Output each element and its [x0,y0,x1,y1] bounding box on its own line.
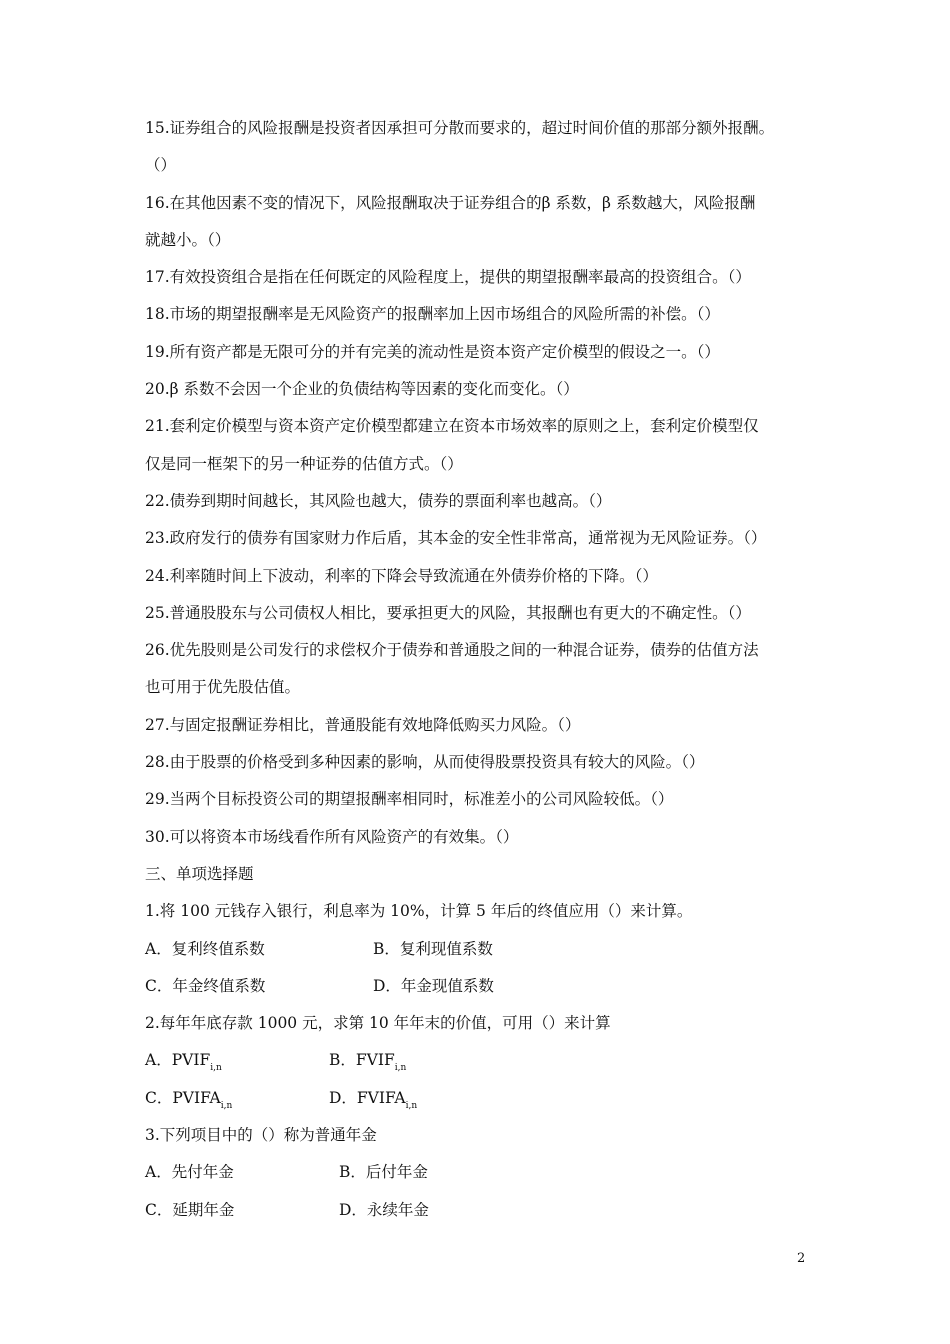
question-line: 28.由于股票的价格受到多种因素的影响，从而使得股票投资具有较大的风险。（） [145,753,705,772]
option-a: A．先付年金 [145,1163,234,1182]
question-line: （） [145,156,177,175]
option-c: C．年金终值系数 [145,976,266,995]
question-3-stem: 3.下列项目中的（）称为普通年金 [145,1126,377,1145]
question-line: 27.与固定报酬证券相比，普通股能有效地降低购买力风险。（） [145,715,581,734]
question-3-options-row-2 [145,1200,815,1220]
question-line: 也可用于优先股估值。 [145,678,301,697]
question-line: 就越小。（） [145,230,231,249]
question-line: 18.市场的期望报酬率是无风险资产的报酬率加上因市场组合的风险所需的补偿。（） [145,305,720,324]
option-b: B．后付年金 [339,1163,428,1182]
option-d: D．永续年金 [339,1200,429,1219]
option-d-subscript: i,n [405,1100,418,1111]
question-line: 17.有效投资组合是指在任何既定的风险程度上，提供的期望报酬率最高的投资组合。（） [145,268,751,287]
question-3-options-row-1 [145,1162,815,1182]
option-d-text: D．FVIFA [329,1088,406,1107]
question-1-stem: 1.将 100 元钱存入银行，利息率为 10%，计算 5 年后的终值应用（）来计算。 [145,902,693,921]
option-c-subscript: i,n [220,1100,233,1111]
section-title: 三、单项选择题 [145,864,254,883]
question-line: 仅是同一框架下的另一种证券的估值方式。（） [145,454,463,473]
question-line: 20.β 系数不会因一个企业的负债结构等因素的变化而变化。（） [145,380,579,399]
question-line: 19.所有资产都是无限可分的并有完美的流动性是资本资产定价模型的假设之一。（） [145,342,720,361]
option-c: C．延期年金 [145,1200,235,1219]
question-line: 22.债券到期时间越长，其风险也越大，债券的票面利率也越高。（） [145,491,612,510]
question-2-options-row-1 [145,1050,815,1074]
question-2-stem: 2.每年年底存款 1000 元，求第 10 年年末的价值，可用（）来计算 [145,1014,611,1033]
page-content [145,118,815,1237]
question-2-options-row-2 [145,1088,815,1111]
question-line: 26.优先股则是公司发行的求偿权介于债券和普通股之间的一种混合证券，债券的估值方法 [145,641,759,660]
question-1-options-row-2 [145,976,815,996]
option-c [145,1088,329,1111]
option-b-text: B．FVIF [329,1051,395,1070]
true-false-questions [145,118,815,847]
option-d: D．年金现值系数 [373,976,494,995]
question-line: 30.可以将资本市场线看作所有风险资产的有效集。（） [145,827,519,846]
option-a [145,1050,329,1074]
option-d [329,1088,418,1111]
question-line: 25.普通股股东与公司债权人相比，要承担更大的风险，其报酬也有更大的不确定性。（） [145,603,751,622]
question-line: 15.证券组合的风险报酬是投资者因承担可分散而要求的，超过时间价值的那部分额外报酬。 [145,119,775,137]
option-b-subscript: i,n [394,1063,407,1074]
question-line: 21.套利定价模型与资本资产定价模型都建立在资本市场效率的原则之上，套利定价模型仅 [145,417,759,436]
option-b [329,1050,407,1074]
question-line: 24.利率随时间上下波动，利率的下降会导致流通在外债券价格的下降。（） [145,566,658,585]
question-1-options-row-1 [145,939,815,959]
option-b: B．复利现值系数 [373,939,493,958]
option-a: A．复利终值系数 [145,939,265,958]
option-a-subscript: i,n [210,1063,222,1074]
option-c-text: C．PVIFA [145,1088,221,1107]
page-number: 2 [797,1251,806,1266]
question-line: 29.当两个目标投资公司的期望报酬率相同时，标准差小的公司风险较低。（） [145,790,674,809]
question-line: 16.在其他因素不变的情况下，风险报酬取决于证券组合的β 系数，β 系数越大，风险报酬 [145,193,756,212]
question-line: 23.政府发行的债券有国家财力作后盾，其本金的安全性非常高，通常视为无风险证券。（） [145,529,767,548]
option-a-text: A．PVIF [145,1051,211,1070]
